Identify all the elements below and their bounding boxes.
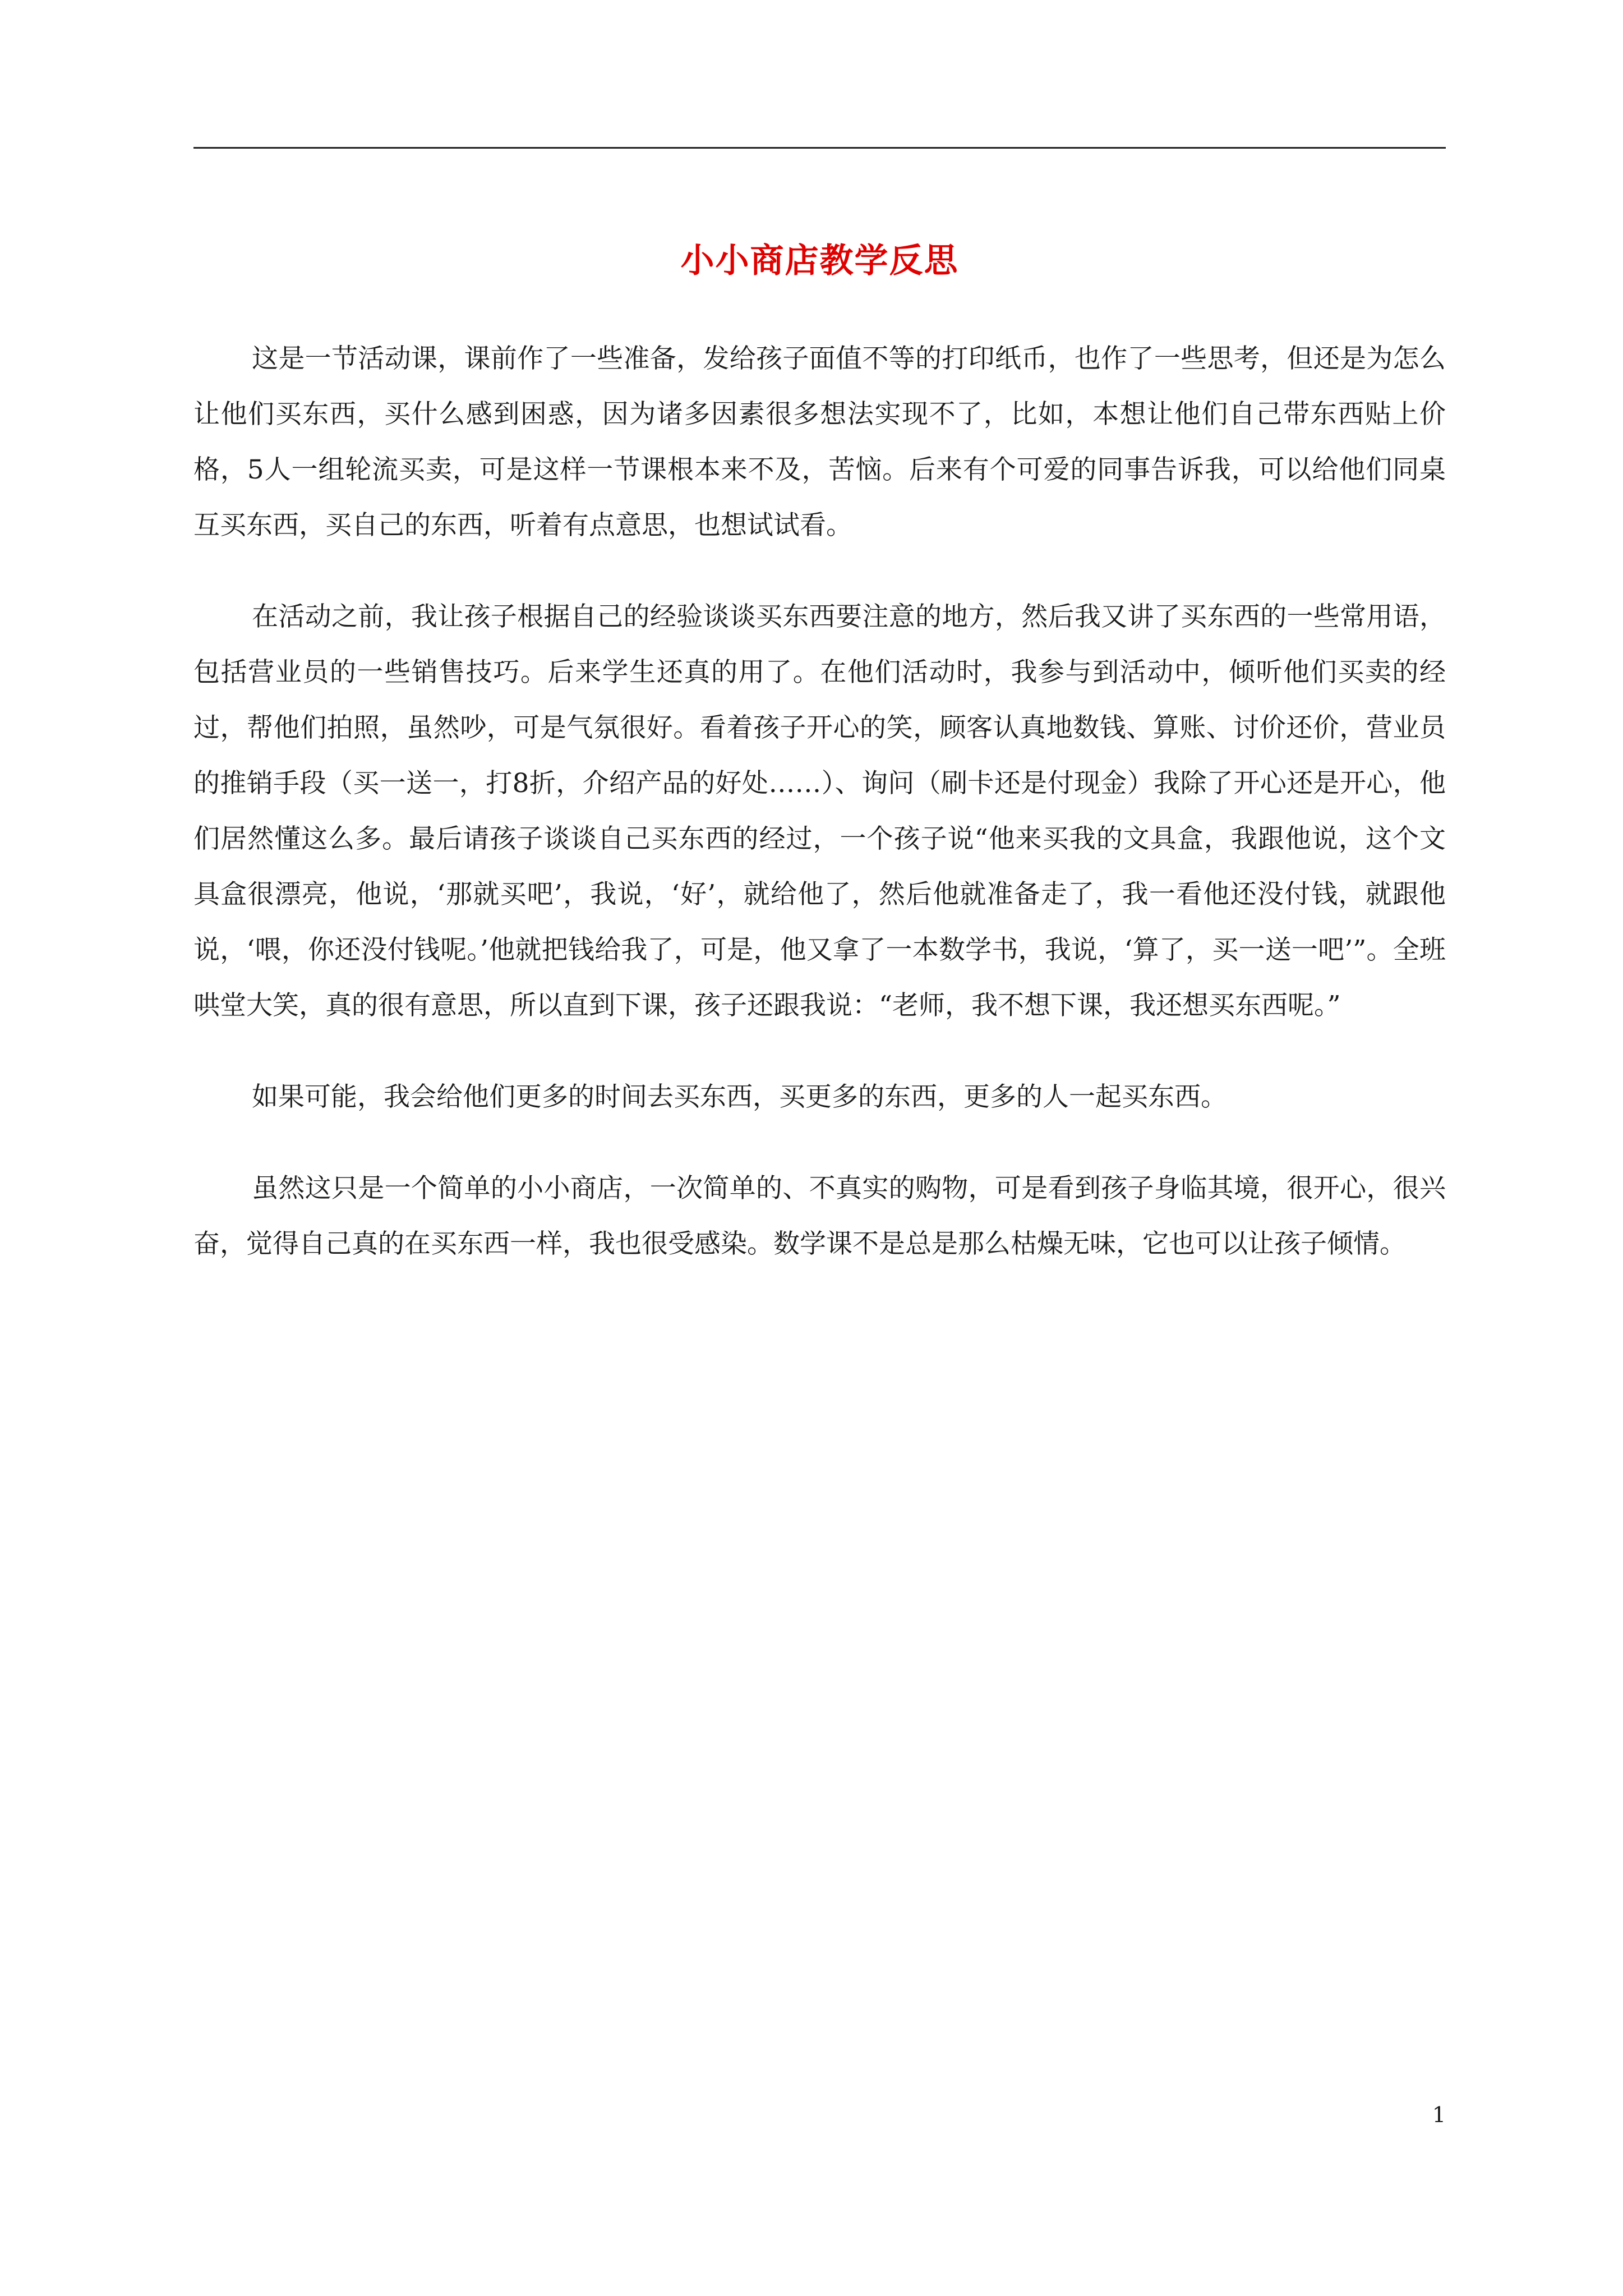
paragraph-3: 如果可能，我会给他们更多的时间去买东西，买更多的东西，更多的人一起买东西。 bbox=[252, 1082, 1227, 1112]
document-title: 小小商店教学反思 bbox=[680, 241, 959, 280]
paragraph-4: 虽然这只是一个简单的小小商店，一次简单的、不真实的购物，可是看到孩子身临其境，很开心，很兴奋，觉得自己真的在买东西一样，我也很受感染。数学课不是总是那么枯燥无味，它也可以让孩子倾情。 bbox=[193, 1173, 1446, 1259]
header-rule bbox=[193, 147, 1446, 149]
document-body bbox=[193, 331, 1446, 1308]
paragraph-1: 这是一节活动课，课前作了一些准备，发给孩子面值不等的打印纸币，也作了一些思考，但还是为怎么让他们买东西，买什么感到困惑，因为诸多因素很多想法实现不了，比如，本想让他们自己带东西贴上价格，5人一组轮流买卖，可是这样一节课根本来不及，苦恼。后来有个可爱的同事告诉我，可以给他们同桌互买东西，买自己的东西，听着有点意思，也想试试看。 bbox=[193, 343, 1446, 541]
paragraph-2: 在活动之前，我让孩子根据自己的经验谈谈买东西要注意的地方，然后我又讲了买东西的一些常用语，包括营业员的一些销售技巧。后来学生还真的用了。在他们活动时，我参与到活动中，倾听他们买卖的经过，帮他们拍照，虽然吵，可是气氛很好。看着孩子开心的笑，顾客认真地数钱、算账、讨价还价，营业员的推销手段（买一送一，打8折，介绍产品的好处……）、询问（刷卡还是付现金）我除了开心还是开心，他们居然懂这么多。最后请孩子谈谈自己买东西的经过，一个孩子说“他来买我的文具盒，我跟他说，这个文具盒很漂亮，他说，‘那就买吧’，我说，‘好’，就给他了，然后他就准备走了，我一看他还没付钱，就跟他说，‘喂，你还没付钱呢。’他就把钱给我了，可是，他又拿了一本数学书，我说，‘算了，买一送一吧’”。全班哄堂大笑，真的很有意思，所以直到下课，孩子还跟我说：“老师，我不想下课，我还想买东西呢。” bbox=[193, 601, 1446, 1021]
page-number: 1 bbox=[1432, 2102, 1446, 2127]
